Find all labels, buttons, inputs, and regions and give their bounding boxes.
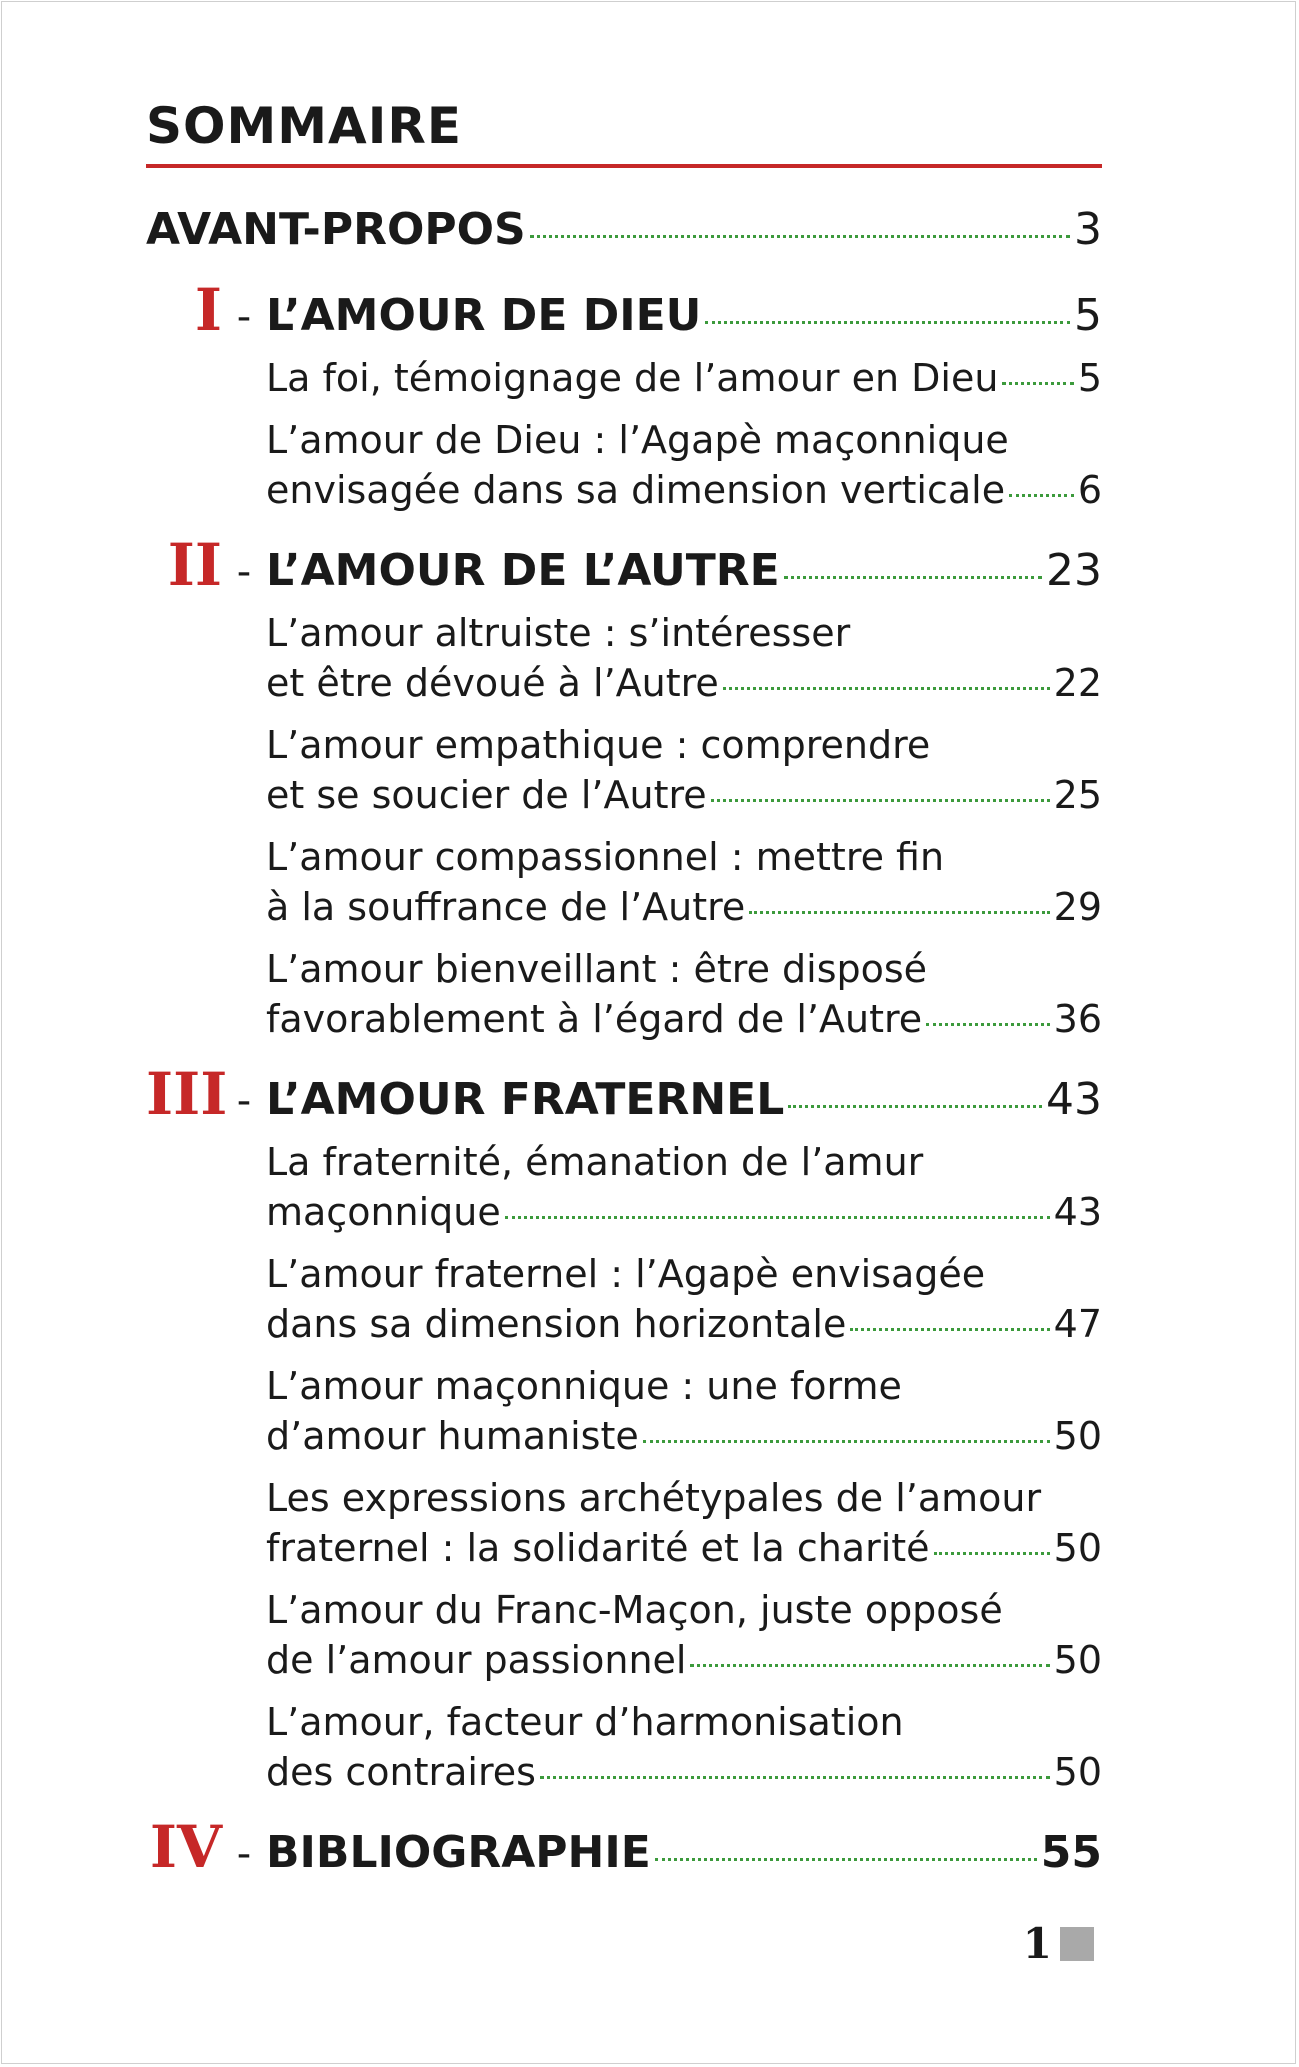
page <box>1 1 1296 2064</box>
toc-page-number: 23 <box>1046 545 1102 596</box>
section-numeral: I <box>194 276 222 344</box>
toc-page-number: 29 <box>1053 885 1102 929</box>
toc-page-number: 25 <box>1053 773 1102 817</box>
toc-page-number: 5 <box>1077 356 1102 400</box>
section-dash: - <box>236 294 252 340</box>
dot-leader <box>749 911 1049 914</box>
dot-leader <box>530 235 1070 238</box>
dot-leader <box>711 799 1050 802</box>
toc-subentry <box>266 832 1102 932</box>
toc-section-heading <box>146 1060 1102 1131</box>
toc-page-number: 50 <box>1053 1750 1102 1794</box>
section-dash: - <box>236 1831 252 1877</box>
dot-leader <box>1009 494 1074 497</box>
section-title: L’AMOUR FRATERNEL <box>266 1074 785 1125</box>
toc-subentry <box>266 1361 1102 1461</box>
toc-section-heading <box>146 1813 1102 1884</box>
table-of-contents <box>146 97 1102 1904</box>
dot-leader <box>540 1776 1050 1779</box>
toc-entry-avant-propos <box>146 202 1102 258</box>
toc-subentry <box>266 944 1102 1044</box>
toc-page-number: 47 <box>1053 1302 1102 1346</box>
toc-subentry-line1: La fraternité, émanation de l’amur <box>266 1140 924 1184</box>
toc-subentry-line2: et être dévoué à l’Autre <box>266 661 719 705</box>
toc-subentry-line1: L’amour de Dieu : l’Agapè maçonnique <box>266 418 1009 462</box>
section-numeral: IV <box>149 1813 222 1881</box>
toc-page-number: 50 <box>1053 1526 1102 1570</box>
toc-page-number: 22 <box>1053 661 1102 705</box>
toc-subentry-line2: dans sa dimension horizontale <box>266 1302 847 1346</box>
page-title: SOMMAIRE <box>146 97 462 155</box>
toc-subentry-line1: L’amour compassionnel : mettre fin <box>266 835 945 879</box>
toc-subentry-line2: maçonnique <box>266 1190 501 1234</box>
toc-subentry <box>266 1697 1102 1797</box>
folio <box>1023 1920 1094 1968</box>
toc-section <box>146 276 1102 515</box>
dot-leader <box>1002 382 1073 385</box>
toc-subentry <box>266 353 1102 403</box>
toc-subentry-line2: envisagée dans sa dimension verticale <box>266 468 1006 512</box>
section-dash: - <box>236 549 252 595</box>
toc-subentry-line2: d’amour humaniste <box>266 1414 639 1458</box>
toc-subentry-line1: L’amour maçonnique : une forme <box>266 1364 902 1408</box>
toc-subentry-line2: La foi, témoignage de l’amour en Dieu <box>266 356 999 400</box>
toc-subentry <box>266 1137 1102 1237</box>
dot-leader <box>643 1440 1050 1443</box>
folio-number: 1 <box>1022 1919 1052 1968</box>
toc-subentry-line1: L’amour du Franc-Maçon, juste opposé <box>266 1588 1003 1632</box>
toc-page-number: 50 <box>1053 1414 1102 1458</box>
toc-page-number: 50 <box>1053 1638 1102 1682</box>
toc-entry-label: AVANT-PROPOS <box>146 204 526 255</box>
dot-leader <box>655 1858 1037 1861</box>
toc-subentry <box>266 1585 1102 1685</box>
section-numeral: II <box>167 531 222 599</box>
toc-subentry-line1: L’amour bienveillant : être disposé <box>266 947 928 991</box>
section-dash: - <box>236 1078 252 1124</box>
section-numeral: III <box>146 1060 228 1128</box>
section-title: BIBLIOGRAPHIE <box>266 1827 651 1878</box>
toc-subentry <box>266 415 1102 515</box>
toc-subentry-line2: à la souffrance de l’Autre <box>266 885 746 929</box>
folio-square-icon <box>1060 1927 1094 1961</box>
dot-leader <box>784 576 1042 579</box>
dot-leader <box>788 1105 1042 1108</box>
dot-leader <box>505 1216 1050 1219</box>
dot-leader <box>934 1552 1050 1555</box>
toc-subentry-line2: de l’amour passionnel <box>266 1638 687 1682</box>
toc-sections <box>146 276 1102 1884</box>
toc-subentry <box>266 720 1102 820</box>
toc-page-number: 5 <box>1074 290 1102 341</box>
toc-page-number: 55 <box>1040 1827 1102 1878</box>
toc-section <box>146 1813 1102 1884</box>
toc-subentry <box>266 608 1102 708</box>
toc-subentry-line1: L’amour empathique : comprendre <box>266 723 931 767</box>
dot-leader <box>690 1664 1049 1667</box>
toc-subentry <box>266 1473 1102 1573</box>
section-title: L’AMOUR DE DIEU <box>266 290 702 341</box>
toc-subentry-line2: des contraires <box>266 1750 536 1794</box>
toc-subentry-line1: L’amour altruiste : s’intéresser <box>266 611 851 655</box>
toc-subentry <box>266 1249 1102 1349</box>
toc-page-number: 6 <box>1077 468 1102 512</box>
toc-subentry-line2: favorablement à l’égard de l’Autre <box>266 997 923 1041</box>
section-title: L’AMOUR DE L’AUTRE <box>266 545 780 596</box>
dot-leader <box>850 1328 1049 1331</box>
toc-section-heading <box>146 276 1102 347</box>
dot-leader <box>705 321 1070 324</box>
toc-page-number: 43 <box>1053 1190 1102 1234</box>
dot-leader <box>723 687 1050 690</box>
toc-page-number: 3 <box>1074 204 1102 255</box>
toc-page-number: 36 <box>1053 997 1102 1041</box>
toc-section-heading <box>146 531 1102 602</box>
toc-section <box>146 531 1102 1044</box>
toc-subentry-line1: Les expressions archétypales de l’amour <box>266 1476 1042 1520</box>
toc-subentry-line2: et se soucier de l’Autre <box>266 773 707 817</box>
toc-subentry-line2: fraternel : la solidarité et la charité <box>266 1526 930 1570</box>
toc-subentry-line1: L’amour fraternel : l’Agapè envisagée <box>266 1252 986 1296</box>
toc-section <box>146 1060 1102 1797</box>
toc-page-number: 43 <box>1046 1074 1102 1125</box>
dot-leader <box>926 1023 1050 1026</box>
title-rule <box>146 164 1102 168</box>
toc-subentry-line1: L’amour, facteur d’harmonisation <box>266 1700 904 1744</box>
